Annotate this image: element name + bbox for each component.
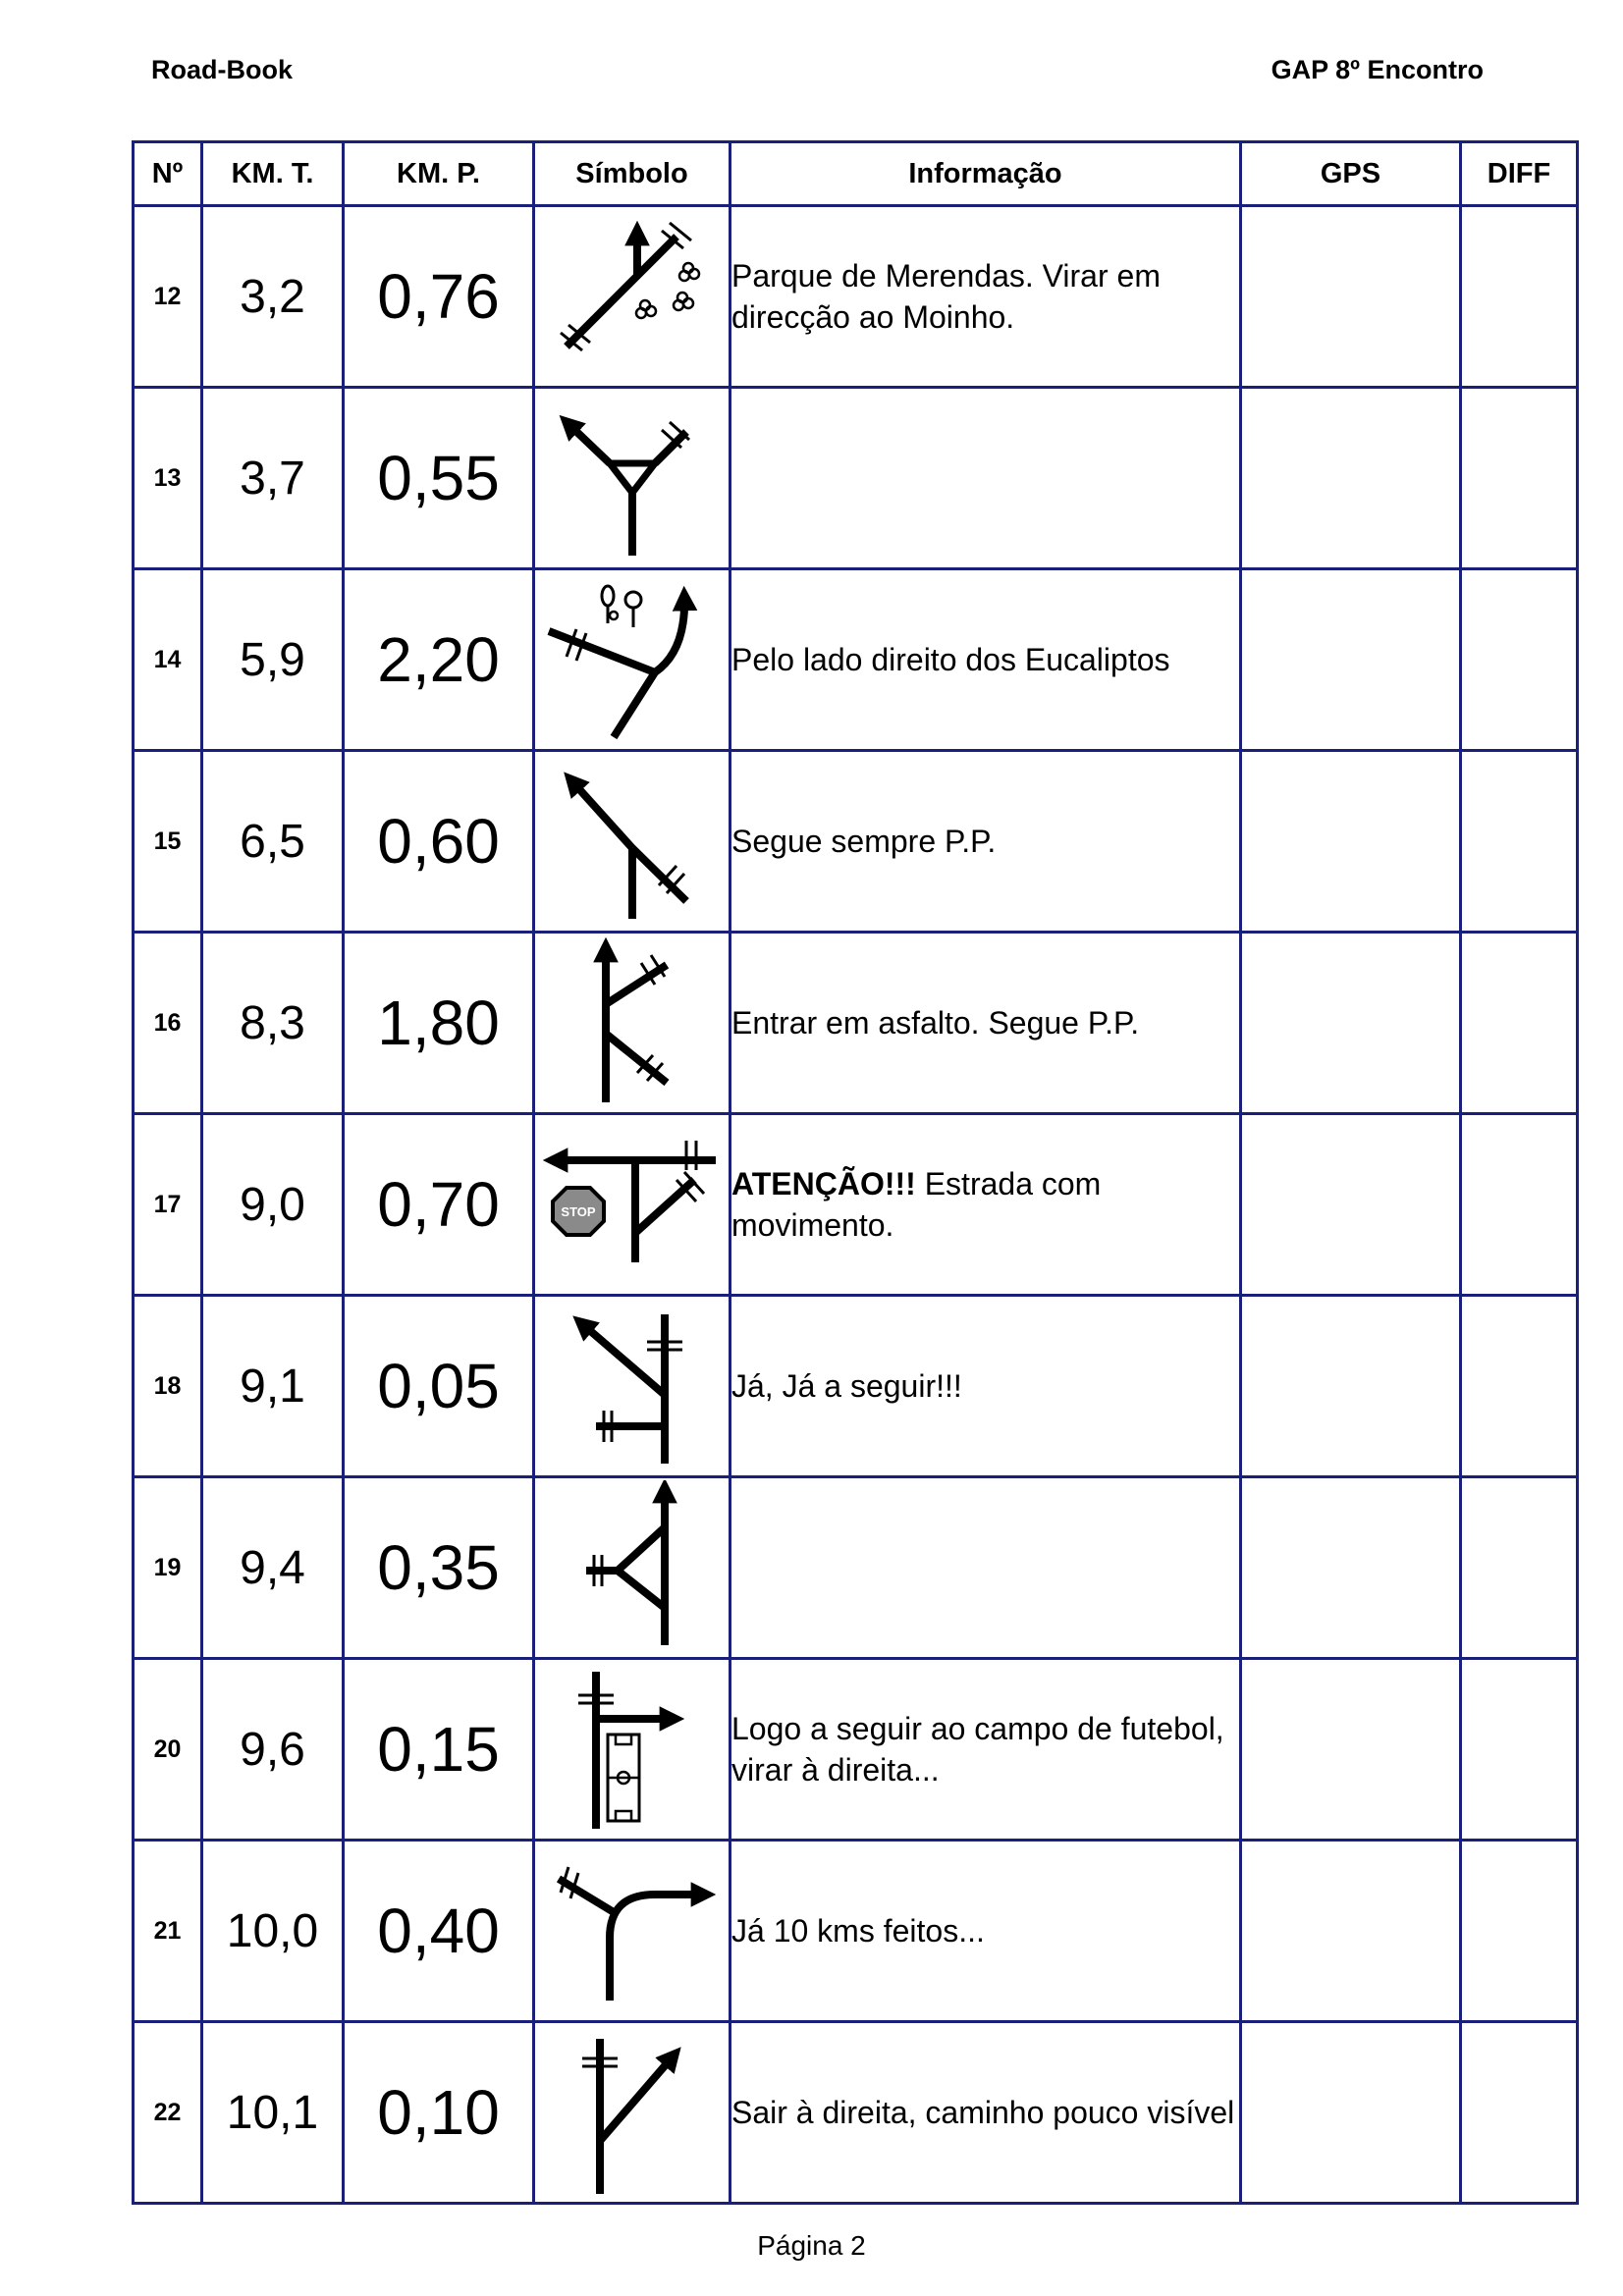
info-body: Parque de Merendas. Virar em direcção ao Moinho. <box>731 258 1161 335</box>
info-text <box>730 388 1241 569</box>
km-partial: 0,55 <box>344 388 534 569</box>
diff-cell <box>1461 569 1578 751</box>
junction-right-by-trees-icon <box>539 572 726 747</box>
info-body: Entrar em asfalto. Segue P.P. <box>731 1005 1140 1041</box>
info-body: Já 10 kms feitos... <box>731 1913 985 1949</box>
col-header-gps: GPS <box>1241 142 1461 206</box>
header-title: Road-Book <box>151 55 293 84</box>
gps-cell <box>1241 2022 1461 2204</box>
km-total: 8,3 <box>202 933 344 1114</box>
table-row <box>134 206 1578 388</box>
info-body: Sair à direita, caminho pouco visível <box>731 2095 1235 2130</box>
table-row <box>134 1659 1578 1841</box>
km-total: 6,5 <box>202 751 344 933</box>
row-number: 21 <box>134 1841 202 2022</box>
km-total: 9,4 <box>202 1477 344 1659</box>
fork-right-to-picnic-park-icon <box>539 209 726 384</box>
km-total: 3,2 <box>202 206 344 388</box>
row-number: 13 <box>134 388 202 569</box>
km-total: 9,6 <box>202 1659 344 1841</box>
table-row <box>134 2022 1578 2204</box>
table-row <box>134 751 1578 933</box>
header-event: GAP 8º Encontro <box>1271 55 1484 84</box>
junction-straight-left-icon <box>539 754 726 929</box>
km-partial: 0,15 <box>344 1659 534 1841</box>
info-body: Logo a seguir ao campo de futebol, virar à direita... <box>731 1711 1224 1788</box>
km-partial: 2,20 <box>344 569 534 751</box>
stop-sign-text: STOP <box>560 1204 596 1219</box>
km-total: 3,7 <box>202 388 344 569</box>
exit-right-icon <box>539 2025 726 2200</box>
km-partial: 1,80 <box>344 933 534 1114</box>
gps-cell <box>1241 1296 1461 1477</box>
straight-ahead-double-junction-icon <box>539 935 726 1110</box>
info-body: Já, Já a seguir!!! <box>731 1368 962 1404</box>
info-text <box>730 2022 1241 2204</box>
table-row <box>134 388 1578 569</box>
km-partial: 0,35 <box>344 1477 534 1659</box>
info-text <box>730 569 1241 751</box>
sharp-left-turn-icon <box>539 1299 726 1473</box>
km-total: 10,1 <box>202 2022 344 2204</box>
row-number: 12 <box>134 206 202 388</box>
row-number: 16 <box>134 933 202 1114</box>
info-text <box>730 933 1241 1114</box>
row-number: 22 <box>134 2022 202 2204</box>
right-turn-football-field-icon <box>539 1662 726 1837</box>
gps-cell <box>1241 1841 1461 2022</box>
km-partial: 0,70 <box>344 1114 534 1296</box>
km-partial: 0,76 <box>344 206 534 388</box>
gps-cell <box>1241 569 1461 751</box>
diff-cell <box>1461 1296 1578 1477</box>
col-header-symbol: Símbolo <box>534 142 730 206</box>
diff-cell <box>1461 751 1578 933</box>
gps-cell <box>1241 751 1461 933</box>
col-header-kmp: KM. P. <box>344 142 534 206</box>
info-text <box>730 1659 1241 1841</box>
table-row <box>134 1296 1578 1477</box>
table-row <box>134 1477 1578 1659</box>
gps-cell <box>1241 1477 1461 1659</box>
table-row <box>134 1114 1578 1296</box>
col-header-kmt: KM. T. <box>202 142 344 206</box>
km-total: 9,0 <box>202 1114 344 1296</box>
gps-cell <box>1241 1114 1461 1296</box>
diff-cell <box>1461 2022 1578 2204</box>
info-text <box>730 206 1241 388</box>
info-text <box>730 751 1241 933</box>
diff-cell <box>1461 933 1578 1114</box>
info-text <box>730 1841 1241 2022</box>
info-body: Pelo lado direito dos Eucaliptos <box>731 642 1170 677</box>
table-header-row <box>134 142 1578 206</box>
diff-cell <box>1461 1477 1578 1659</box>
info-text <box>730 1296 1241 1477</box>
km-partial: 0,60 <box>344 751 534 933</box>
y-junction-left-icon <box>539 391 726 565</box>
diff-cell <box>1461 1114 1578 1296</box>
diff-cell <box>1461 388 1578 569</box>
gps-cell <box>1241 1659 1461 1841</box>
km-total: 9,1 <box>202 1296 344 1477</box>
info-text <box>730 1477 1241 1659</box>
row-number: 14 <box>134 569 202 751</box>
gps-cell <box>1241 388 1461 569</box>
info-body: Estrada com movimento. <box>731 1166 1102 1243</box>
stop-sign-icon <box>553 1188 604 1235</box>
info-body: Segue sempre P.P. <box>731 824 997 859</box>
info-text <box>730 1114 1241 1296</box>
km-partial: 0,10 <box>344 2022 534 2204</box>
table-row <box>134 933 1578 1114</box>
km-total: 10,0 <box>202 1841 344 2022</box>
col-header-no: Nº <box>134 142 202 206</box>
gps-cell <box>1241 933 1461 1114</box>
table-row <box>134 569 1578 751</box>
col-header-info: Informação <box>730 142 1241 206</box>
row-number: 15 <box>134 751 202 933</box>
gps-cell <box>1241 206 1461 388</box>
stop-t-junction-left-icon <box>539 1117 726 1292</box>
diff-cell <box>1461 206 1578 388</box>
row-number: 17 <box>134 1114 202 1296</box>
diff-cell <box>1461 1841 1578 2022</box>
row-number: 19 <box>134 1477 202 1659</box>
km-partial: 0,40 <box>344 1841 534 2022</box>
triangle-junction-straight-icon <box>539 1480 726 1655</box>
km-partial: 0,05 <box>344 1296 534 1477</box>
row-number: 18 <box>134 1296 202 1477</box>
table-row <box>134 1841 1578 2022</box>
football-field-icon <box>608 1735 639 1821</box>
page-number: Página 2 <box>757 2230 866 2261</box>
info-emphasis: ATENÇÃO!!! <box>731 1166 916 1201</box>
km-total: 5,9 <box>202 569 344 751</box>
diff-cell <box>1461 1659 1578 1841</box>
roadbook-table <box>132 140 1579 2205</box>
col-header-diff: DIFF <box>1461 142 1578 206</box>
row-number: 20 <box>134 1659 202 1841</box>
curve-right-icon <box>539 1843 726 2018</box>
